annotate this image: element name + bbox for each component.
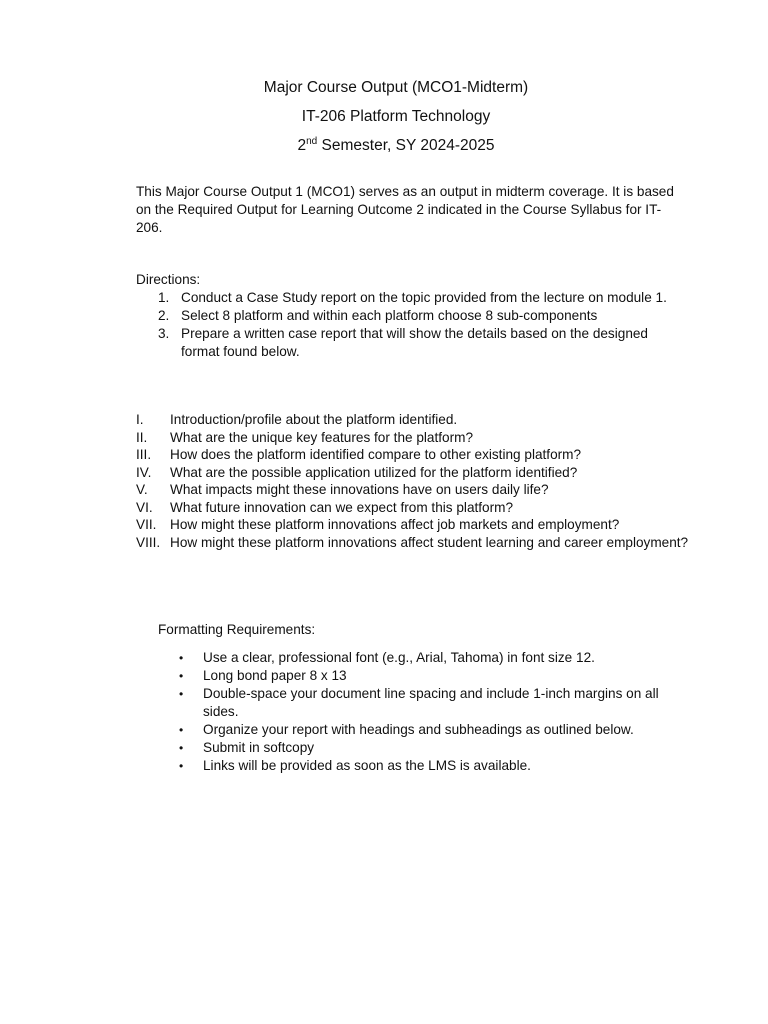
outline-item-number: VIII. (136, 534, 161, 550)
formatting-item-text: Organize your report with headings and subheadings as outlined below. (203, 722, 634, 737)
semester-line (0, 136, 768, 156)
formatting-item (158, 685, 678, 721)
bullet-icon: • (179, 669, 184, 683)
directions-section (136, 271, 676, 361)
directions-item (136, 289, 676, 307)
formatting-list (158, 649, 678, 775)
formatting-item (158, 649, 678, 667)
outline-item-text: How does the platform identified compare to other existing platform? (170, 447, 582, 462)
outline-item-text: How might these platform innovations affect student learning and career employment? (170, 534, 689, 550)
outline-item-text: What impacts might these innovations have on users daily life? (170, 482, 549, 497)
outline-item (136, 446, 696, 464)
formatting-item (158, 757, 678, 775)
outline-item-number: I. (136, 412, 144, 427)
outline-item (136, 464, 696, 482)
bullet-icon: • (179, 741, 184, 755)
outline-item-text: What future innovation can we expect from this platform? (170, 499, 514, 515)
formatting-item-text: Use a clear, professional font (e.g., Arial, Tahoma) in font size 12. (203, 650, 595, 665)
formatting-section (158, 621, 678, 775)
outline-item-number: III. (136, 447, 152, 462)
bullet-icon: • (179, 651, 184, 665)
bullet-icon: • (179, 759, 184, 773)
bullet-icon: • (179, 687, 184, 701)
outline-item (136, 481, 696, 499)
intro-paragraph: This Major Course Output 1 (MCO1) serves as an output in midterm coverage. It is based on the Required Output for Learning Outcome 2 indicated in the Course Syllabus for IT-206. (136, 184, 674, 235)
outline-item (136, 499, 696, 517)
outline-item-text: What are the unique key features for the platform? (170, 429, 474, 445)
directions-item (136, 325, 676, 361)
semester-suffix: nd (306, 136, 318, 147)
bullet-icon: • (179, 723, 184, 737)
outline-item (136, 411, 696, 429)
formatting-heading: Formatting Requirements: (158, 622, 316, 637)
directions-item-text: Conduct a Case Study report on the topic provided from the lecture on module 1. (181, 290, 667, 305)
outline-item-number: VI. (136, 499, 153, 515)
outline-item (136, 429, 696, 447)
semester-number: 2 (297, 137, 307, 154)
outline-section (136, 411, 696, 551)
formatting-item (158, 739, 678, 757)
directions-item-text: Prepare a written case report that will show the details based on the designed format found below. (181, 326, 648, 359)
course-title: IT-206 Platform Technology (301, 108, 491, 125)
directions-item-number: 2. (158, 308, 170, 323)
outline-item-number: VII. (136, 517, 157, 532)
directions-item-number: 3. (158, 326, 170, 341)
formatting-item-text: Links will be provided as soon as the LMS is available. (203, 758, 531, 773)
outline-item-text: Introduction/profile about the platform identified. (170, 412, 458, 427)
outline-list (136, 411, 696, 551)
document-title: Major Course Output (MCO1-Midterm) (263, 79, 529, 96)
formatting-item-text: Double-space your document line spacing and include 1-inch margins on all sides. (203, 686, 659, 719)
formatting-item-text: Submit in softcopy (203, 740, 315, 755)
formatting-item (158, 667, 678, 685)
outline-item (136, 516, 696, 534)
formatting-item-text: Long bond paper 8 x 13 (203, 668, 347, 683)
outline-item-text: What are the possible application utilized for the platform identified? (170, 464, 578, 480)
outline-item-number: II. (136, 429, 148, 445)
outline-item-number: IV. (136, 464, 152, 480)
directions-item-number: 1. (158, 290, 170, 305)
outline-item-number: V. (136, 482, 148, 497)
directions-item (136, 307, 676, 325)
directions-heading: Directions: (136, 272, 201, 287)
directions-list (136, 289, 676, 361)
semester-text: Semester, SY 2024-2025 (317, 137, 495, 154)
outline-item-text: How might these platform innovations affect job markets and employment? (170, 517, 620, 532)
formatting-item (158, 721, 678, 739)
directions-item-text: Select 8 platform and within each platform choose 8 sub-components (181, 308, 598, 323)
outline-item (136, 534, 696, 552)
